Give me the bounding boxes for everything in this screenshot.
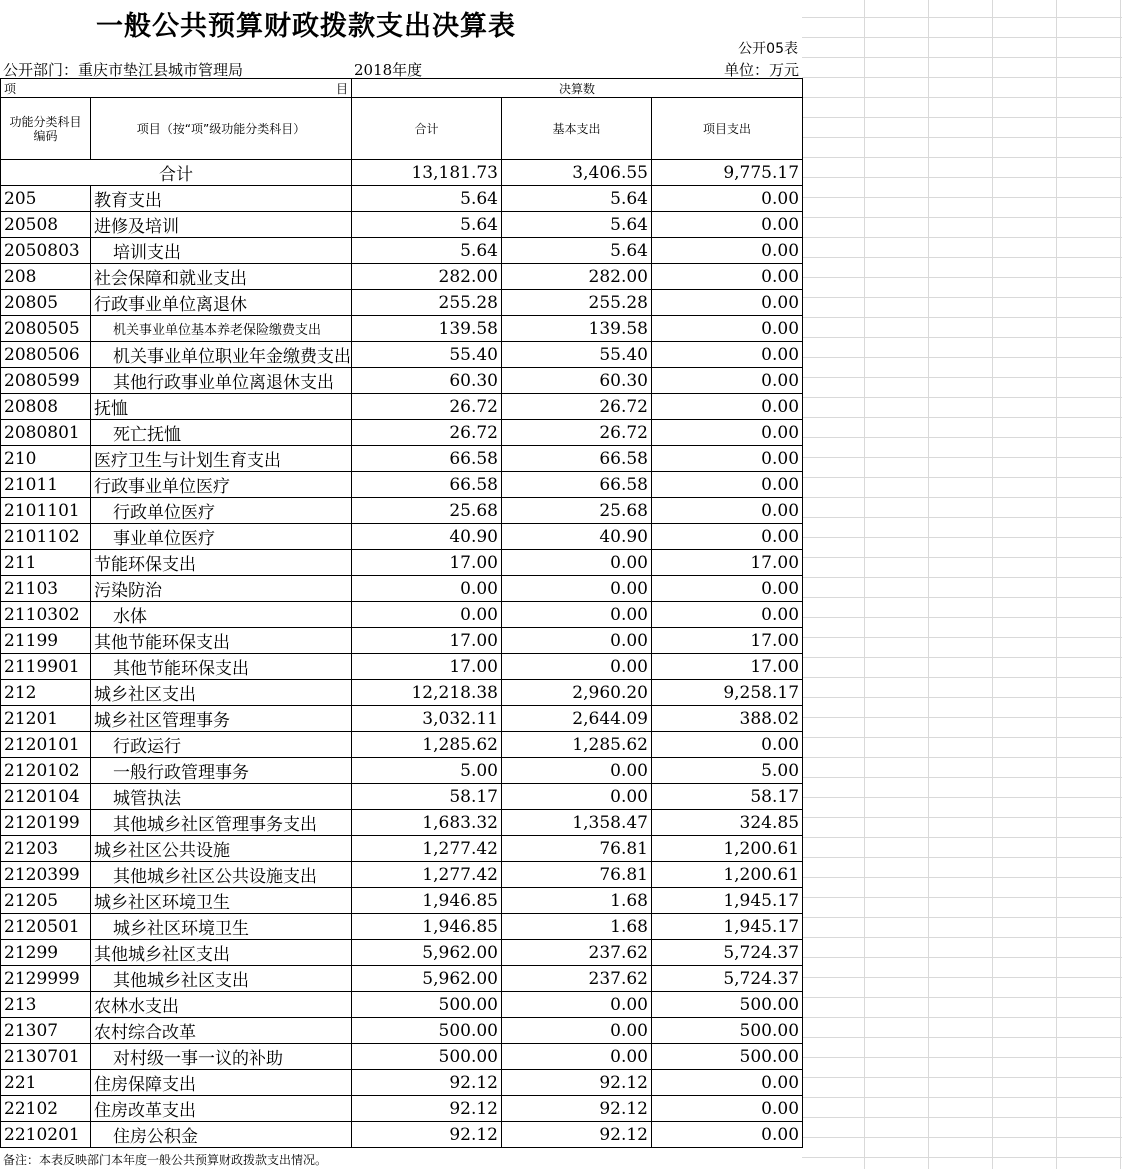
table-row [1, 992, 803, 1018]
row-total: 66.58 [352, 472, 502, 498]
row-code: 205 [1, 186, 91, 212]
year-label: 2018年度 [354, 61, 423, 79]
row-project: 0.00 [652, 446, 803, 472]
row-total: 500.00 [352, 992, 502, 1018]
row-total: 92.12 [352, 1096, 502, 1122]
table-row [1, 602, 803, 628]
row-code: 20805 [1, 290, 91, 316]
table-row [1, 888, 803, 914]
table-row [1, 732, 803, 758]
row-name: 其他城乡社区管理事务支出 [91, 810, 352, 836]
header-item-left: 项 [4, 82, 17, 96]
row-code: 20508 [1, 212, 91, 238]
row-basic: 92.12 [502, 1070, 652, 1096]
table-row [1, 654, 803, 680]
row-total: 5.64 [352, 238, 502, 264]
form-number: 公开05表 [738, 41, 798, 57]
row-project: 0.00 [652, 420, 803, 446]
row-code: 213 [1, 992, 91, 1018]
row-project: 0.00 [652, 1122, 803, 1148]
table-row [1, 524, 803, 550]
row-project: 0.00 [652, 524, 803, 550]
row-basic: 1,358.47 [502, 810, 652, 836]
row-basic: 55.40 [502, 342, 652, 368]
row-project: 0.00 [652, 732, 803, 758]
row-name: 农林水支出 [91, 992, 352, 1018]
row-project: 0.00 [652, 394, 803, 420]
row-code: 2050803 [1, 238, 91, 264]
row-total: 66.58 [352, 446, 502, 472]
row-total: 17.00 [352, 550, 502, 576]
row-total: 26.72 [352, 394, 502, 420]
row-code: 210 [1, 446, 91, 472]
row-project: 0.00 [652, 576, 803, 602]
row-code: 22102 [1, 1096, 91, 1122]
total-row-project: 9,775.17 [652, 160, 803, 186]
row-total: 139.58 [352, 316, 502, 342]
page-title: 一般公共预算财政拨款支出决算表 [96, 11, 516, 42]
row-project: 0.00 [652, 316, 803, 342]
row-project: 17.00 [652, 628, 803, 654]
table-row [1, 1018, 803, 1044]
row-project: 58.17 [652, 784, 803, 810]
table-row [1, 342, 803, 368]
row-project: 0.00 [652, 472, 803, 498]
table-row [1, 1070, 803, 1096]
table-row [1, 472, 803, 498]
row-total: 1,946.85 [352, 914, 502, 940]
row-code: 212 [1, 680, 91, 706]
table-row [1, 212, 803, 238]
row-name: 节能环保支出 [91, 550, 352, 576]
row-project: 324.85 [652, 810, 803, 836]
table-row [1, 264, 803, 290]
row-total: 92.12 [352, 1122, 502, 1148]
table-row [1, 1044, 803, 1070]
row-code: 2130701 [1, 1044, 91, 1070]
row-basic: 2,644.09 [502, 706, 652, 732]
row-name: 城乡社区环境卫生 [91, 888, 352, 914]
table-row [1, 940, 803, 966]
row-code: 2120102 [1, 758, 91, 784]
table-row [1, 784, 803, 810]
table-row [1, 186, 803, 212]
row-basic: 0.00 [502, 576, 652, 602]
row-code: 208 [1, 264, 91, 290]
row-basic: 66.58 [502, 472, 652, 498]
row-code: 2120199 [1, 810, 91, 836]
row-project: 0.00 [652, 186, 803, 212]
table-row [1, 238, 803, 264]
row-project: 17.00 [652, 550, 803, 576]
row-name: 行政事业单位医疗 [91, 472, 352, 498]
table-row [1, 368, 803, 394]
row-basic: 1,285.62 [502, 732, 652, 758]
row-total: 55.40 [352, 342, 502, 368]
row-code: 21201 [1, 706, 91, 732]
row-basic: 25.68 [502, 498, 652, 524]
row-code: 20808 [1, 394, 91, 420]
row-name: 城管执法 [91, 784, 352, 810]
row-basic: 0.00 [502, 1018, 652, 1044]
row-basic: 5.64 [502, 212, 652, 238]
row-name: 事业单位医疗 [91, 524, 352, 550]
table-row [1, 758, 803, 784]
row-total: 282.00 [352, 264, 502, 290]
row-code: 2080506 [1, 342, 91, 368]
row-code: 21205 [1, 888, 91, 914]
row-project: 1,945.17 [652, 914, 803, 940]
table-row [1, 810, 803, 836]
row-project: 388.02 [652, 706, 803, 732]
row-name: 机关事业单位基本养老保险缴费支出 [91, 316, 352, 342]
row-code: 21299 [1, 940, 91, 966]
row-project: 5,724.37 [652, 940, 803, 966]
unit-label: 单位：万元 [723, 61, 799, 79]
row-project: 0.00 [652, 264, 803, 290]
row-total: 17.00 [352, 628, 502, 654]
row-code: 2120399 [1, 862, 91, 888]
row-total: 0.00 [352, 602, 502, 628]
row-project: 5.00 [652, 758, 803, 784]
row-name: 其他行政事业单位离退休支出 [91, 368, 352, 394]
footnote: 备注：本表反映部门本年度一般公共预算财政拨款支出情况。 [3, 1153, 328, 1167]
row-name: 农村综合改革 [91, 1018, 352, 1044]
row-total: 26.72 [352, 420, 502, 446]
row-project: 0.00 [652, 238, 803, 264]
row-basic: 26.72 [502, 420, 652, 446]
row-name: 其他城乡社区支出 [91, 940, 352, 966]
row-project: 1,200.61 [652, 836, 803, 862]
row-code: 2110302 [1, 602, 91, 628]
row-total: 3,032.11 [352, 706, 502, 732]
row-code: 21307 [1, 1018, 91, 1044]
table-row [1, 576, 803, 602]
row-code: 221 [1, 1070, 91, 1096]
row-name: 教育支出 [91, 186, 352, 212]
table-row [1, 1096, 803, 1122]
row-project: 500.00 [652, 1018, 803, 1044]
header-settled: 决算数 [352, 79, 803, 98]
row-name: 其他城乡社区公共设施支出 [91, 862, 352, 888]
row-total: 12,218.38 [352, 680, 502, 706]
row-total: 1,683.32 [352, 810, 502, 836]
row-basic: 282.00 [502, 264, 652, 290]
table-row [1, 1122, 803, 1148]
table-row [1, 914, 803, 940]
spreadsheet-grid-background [802, 0, 1122, 1169]
row-project: 5,724.37 [652, 966, 803, 992]
row-basic: 92.12 [502, 1122, 652, 1148]
row-name: 一般行政管理事务 [91, 758, 352, 784]
row-basic: 0.00 [502, 992, 652, 1018]
row-code: 21199 [1, 628, 91, 654]
row-total: 5.64 [352, 186, 502, 212]
table-row [1, 836, 803, 862]
row-project: 1,945.17 [652, 888, 803, 914]
row-basic: 76.81 [502, 862, 652, 888]
row-code: 2101101 [1, 498, 91, 524]
row-name: 行政单位医疗 [91, 498, 352, 524]
table-row [1, 316, 803, 342]
row-project: 0.00 [652, 602, 803, 628]
row-code: 2120501 [1, 914, 91, 940]
table-row [1, 706, 803, 732]
row-project: 9,258.17 [652, 680, 803, 706]
row-name: 社会保障和就业支出 [91, 264, 352, 290]
row-basic: 5.64 [502, 186, 652, 212]
row-basic: 0.00 [502, 550, 652, 576]
row-name: 抚恤 [91, 394, 352, 420]
row-total: 5,962.00 [352, 940, 502, 966]
row-project: 0.00 [652, 368, 803, 394]
header-code-label: 功能分类科目编码 [9, 114, 82, 143]
row-name: 机关事业单位职业年金缴费支出 [91, 342, 352, 368]
row-project: 0.00 [652, 1096, 803, 1122]
row-total: 1,946.85 [352, 888, 502, 914]
row-code: 2080801 [1, 420, 91, 446]
row-basic: 237.62 [502, 966, 652, 992]
table-row [1, 550, 803, 576]
row-basic: 0.00 [502, 784, 652, 810]
row-basic: 26.72 [502, 394, 652, 420]
row-name: 其他城乡社区支出 [91, 966, 352, 992]
row-code: 2210201 [1, 1122, 91, 1148]
row-basic: 0.00 [502, 758, 652, 784]
row-basic: 1.68 [502, 888, 652, 914]
row-total: 0.00 [352, 576, 502, 602]
header-basic: 基本支出 [502, 98, 652, 160]
expenditure-table [0, 78, 803, 1148]
row-code: 211 [1, 550, 91, 576]
row-name: 死亡抚恤 [91, 420, 352, 446]
row-code: 21203 [1, 836, 91, 862]
row-name: 住房改革支出 [91, 1096, 352, 1122]
row-basic: 1.68 [502, 914, 652, 940]
row-total: 1,285.62 [352, 732, 502, 758]
row-name: 行政事业单位离退休 [91, 290, 352, 316]
row-name: 城乡社区公共设施 [91, 836, 352, 862]
row-total: 17.00 [352, 654, 502, 680]
row-name: 行政运行 [91, 732, 352, 758]
row-basic: 0.00 [502, 1044, 652, 1070]
row-total: 40.90 [352, 524, 502, 550]
row-total: 92.12 [352, 1070, 502, 1096]
row-name: 其他节能环保支出 [91, 628, 352, 654]
row-name: 住房公积金 [91, 1122, 352, 1148]
row-name: 污染防治 [91, 576, 352, 602]
row-total: 1,277.42 [352, 836, 502, 862]
row-code: 2120101 [1, 732, 91, 758]
total-row-basic: 3,406.55 [502, 160, 652, 186]
table-row [1, 862, 803, 888]
table-row [1, 680, 803, 706]
header-total: 合计 [352, 98, 502, 160]
row-project: 500.00 [652, 992, 803, 1018]
row-project: 0.00 [652, 1070, 803, 1096]
row-basic: 0.00 [502, 654, 652, 680]
row-total: 25.68 [352, 498, 502, 524]
table-row [1, 290, 803, 316]
row-basic: 66.58 [502, 446, 652, 472]
department-label: 公开部门：重庆市垫江县城市管理局 [3, 61, 244, 79]
total-row-label: 合计 [1, 160, 352, 186]
row-basic: 0.00 [502, 628, 652, 654]
row-basic: 237.62 [502, 940, 652, 966]
row-code: 2120104 [1, 784, 91, 810]
row-total: 500.00 [352, 1044, 502, 1070]
row-name: 其他节能环保支出 [91, 654, 352, 680]
row-total: 5.64 [352, 212, 502, 238]
header-item [1, 79, 352, 98]
row-total: 255.28 [352, 290, 502, 316]
row-project: 0.00 [652, 212, 803, 238]
row-total: 5.00 [352, 758, 502, 784]
row-total: 500.00 [352, 1018, 502, 1044]
row-basic: 40.90 [502, 524, 652, 550]
row-name: 对村级一事一议的补助 [91, 1044, 352, 1070]
table-row [1, 498, 803, 524]
row-basic: 76.81 [502, 836, 652, 862]
row-code: 2080599 [1, 368, 91, 394]
row-basic: 139.58 [502, 316, 652, 342]
header-name: 项目（按“项”级功能分类科目） [91, 98, 352, 160]
row-name: 城乡社区环境卫生 [91, 914, 352, 940]
row-code: 21011 [1, 472, 91, 498]
row-code: 2129999 [1, 966, 91, 992]
total-row-total: 13,181.73 [352, 160, 502, 186]
row-total: 1,277.42 [352, 862, 502, 888]
table-row [1, 420, 803, 446]
row-project: 0.00 [652, 498, 803, 524]
row-project: 0.00 [652, 290, 803, 316]
header-code [1, 98, 91, 160]
row-name: 城乡社区管理事务 [91, 706, 352, 732]
header-project: 项目支出 [652, 98, 803, 160]
row-basic: 2,960.20 [502, 680, 652, 706]
row-name: 住房保障支出 [91, 1070, 352, 1096]
header-item-right: 目 [335, 82, 348, 96]
row-basic: 0.00 [502, 602, 652, 628]
row-project: 1,200.61 [652, 862, 803, 888]
row-name: 医疗卫生与计划生育支出 [91, 446, 352, 472]
row-total: 58.17 [352, 784, 502, 810]
row-name: 进修及培训 [91, 212, 352, 238]
table-row [1, 446, 803, 472]
row-project: 17.00 [652, 654, 803, 680]
table-row [1, 394, 803, 420]
row-code: 2080505 [1, 316, 91, 342]
row-name: 培训支出 [91, 238, 352, 264]
row-total: 5,962.00 [352, 966, 502, 992]
row-basic: 5.64 [502, 238, 652, 264]
table-row [1, 966, 803, 992]
row-basic: 92.12 [502, 1096, 652, 1122]
row-project: 0.00 [652, 342, 803, 368]
row-code: 2101102 [1, 524, 91, 550]
total-row [1, 160, 803, 186]
row-code: 2119901 [1, 654, 91, 680]
row-total: 60.30 [352, 368, 502, 394]
table-row [1, 628, 803, 654]
row-name: 水体 [91, 602, 352, 628]
row-basic: 60.30 [502, 368, 652, 394]
row-name: 城乡社区支出 [91, 680, 352, 706]
row-basic: 255.28 [502, 290, 652, 316]
row-project: 500.00 [652, 1044, 803, 1070]
row-code: 21103 [1, 576, 91, 602]
